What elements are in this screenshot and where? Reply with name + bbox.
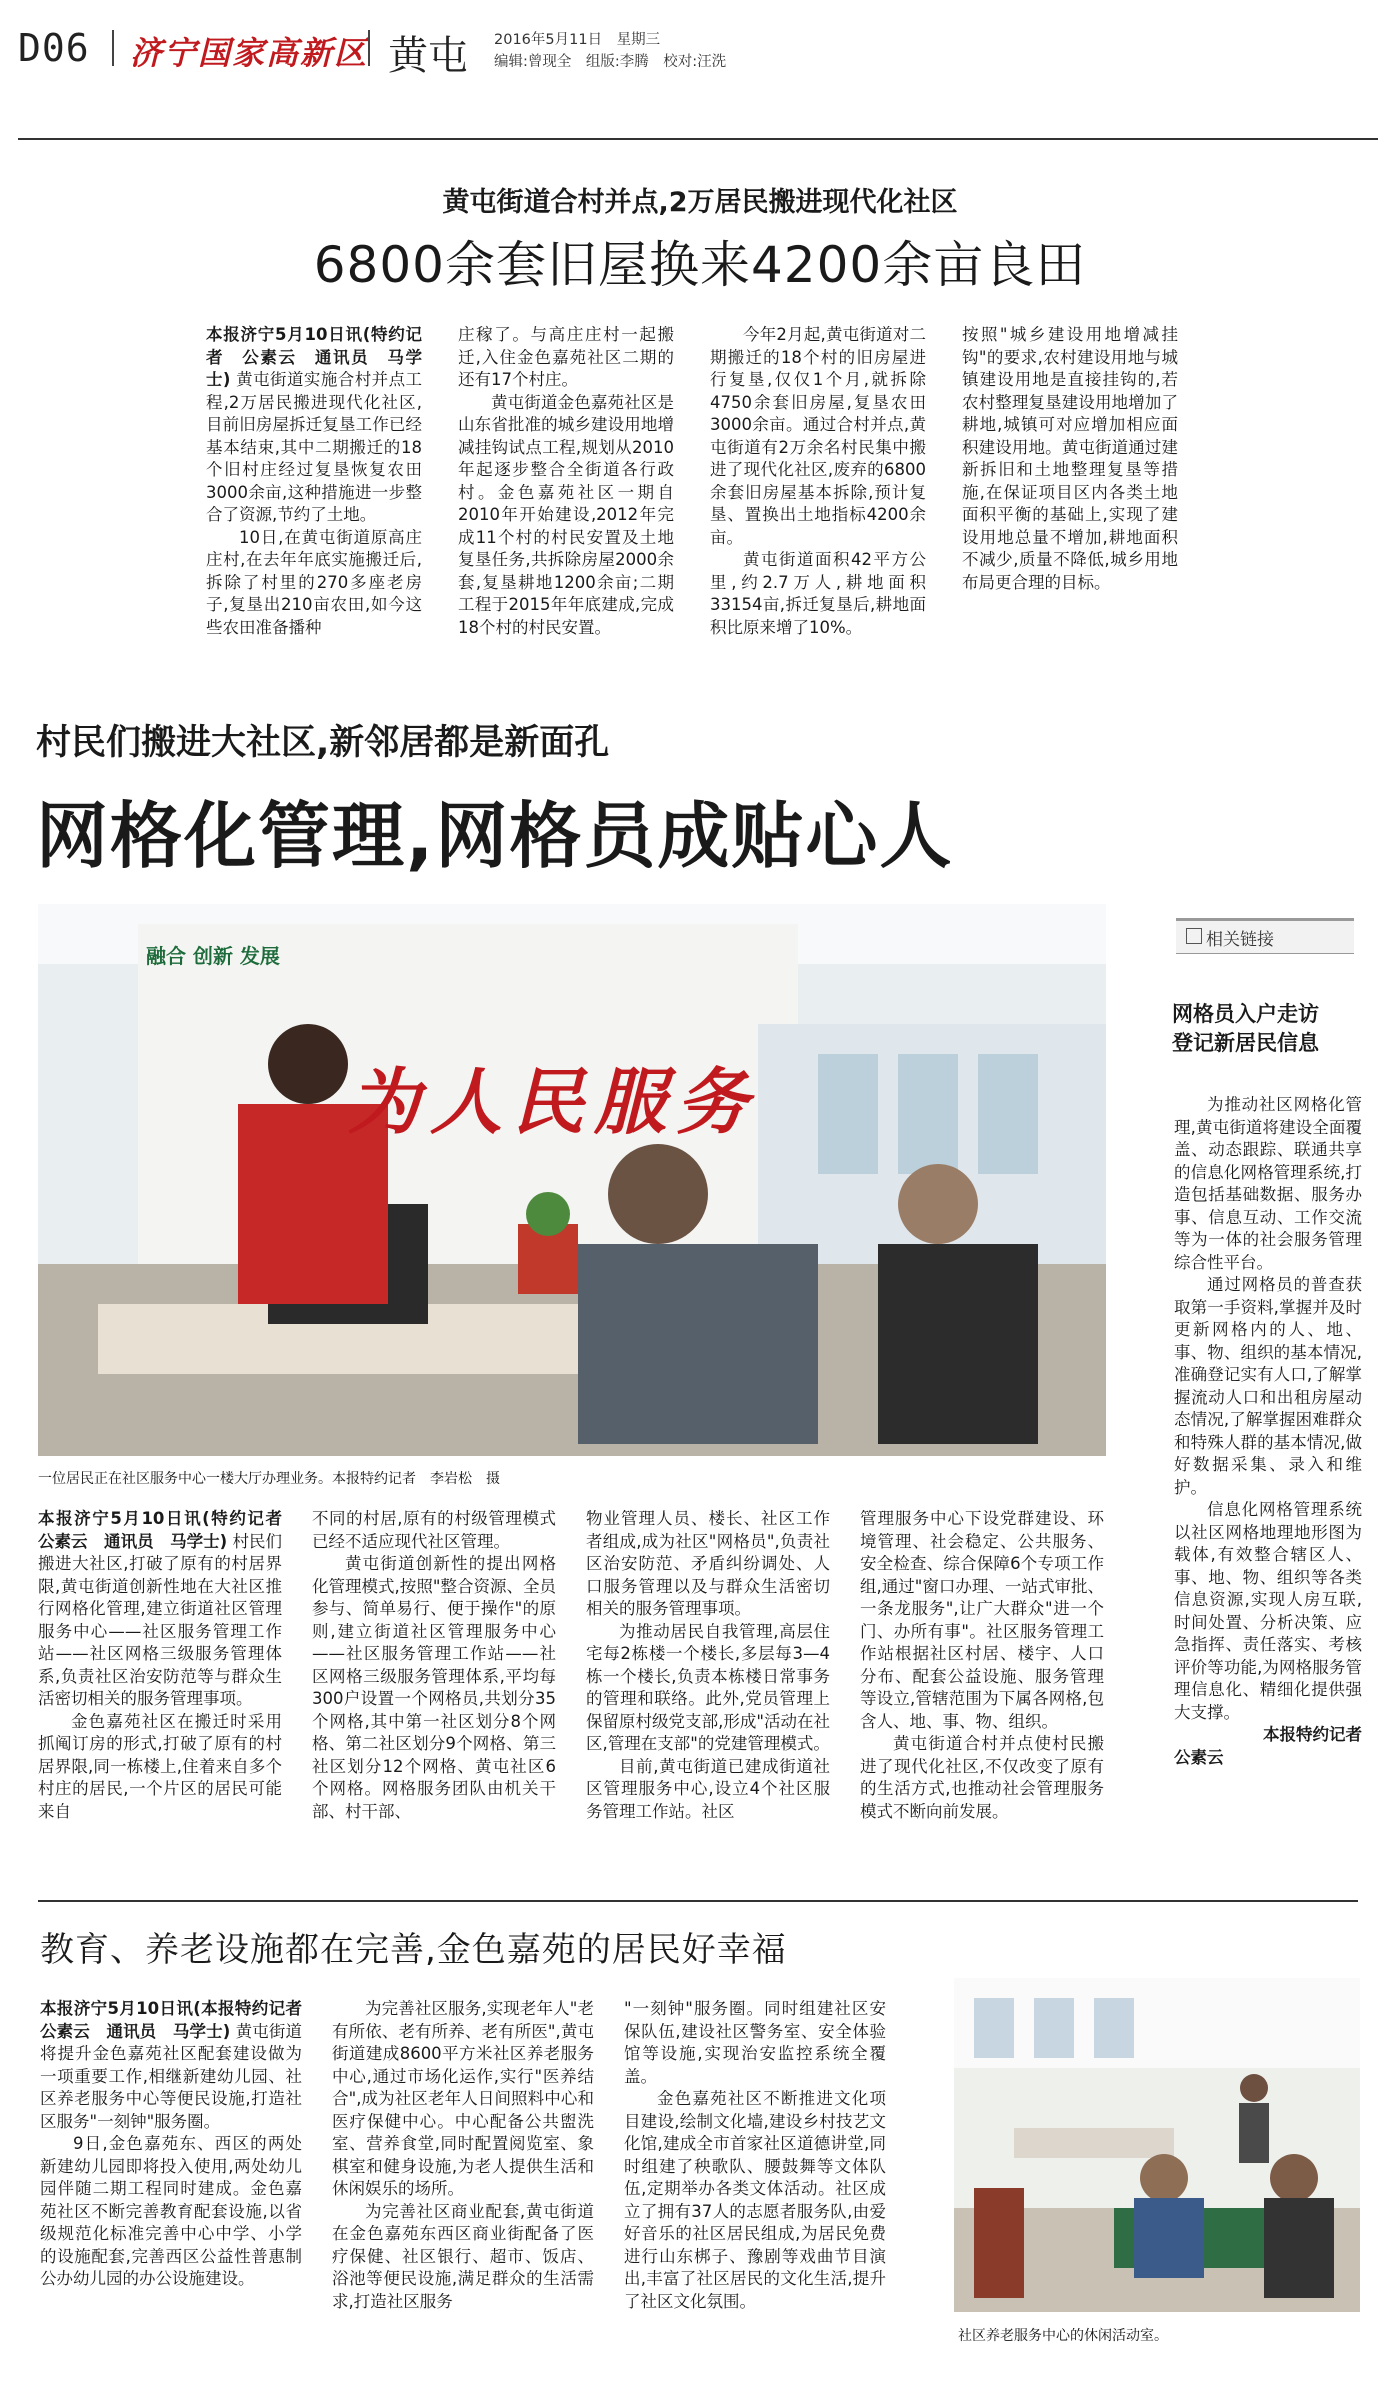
sidebar-body: [1174, 1094, 1362, 1769]
paragraph: "一刻钟"服务圈。同时组建社区安保队伍,建设社区警务室、安全体验馆等设施,实现治安监控系统全覆盖。: [624, 1999, 886, 2086]
photo-wall-sign: 融合 创新 发展: [146, 944, 280, 968]
staff-line: 编辑:曾现全 组版:李腾 校对:汪洗: [494, 54, 727, 70]
paragraph: 庄稼了。与高庄庄村一起搬迁,入住金色嘉苑社区二期的还有17个村庄。: [458, 325, 674, 389]
sidebar-title: [1172, 1000, 1319, 1058]
story1-column-3: [710, 324, 926, 639]
story1-column-1: [206, 324, 422, 639]
page-number: D06: [18, 26, 90, 70]
paragraph: 金色嘉苑社区在搬迁时采用抓阄订房的形式,打破了原有的村居界限,同一栋楼上,住着来自多个村庄的居民,一个片区的居民可能来自: [38, 1711, 282, 1821]
story2-column-1: [38, 1508, 299, 1823]
paragraph: 管理服务中心下设党群建设、环境管理、社会稳定、公共服务、安全检查、综合保障6个专项工作组,通过"窗口办理、一站式审批、一条龙服务",让广大群众"进一个门、办所有事"。社区服务管理工作站根据社区村居、楼宇、人口分布、配套公益设施、服务管理等设立,管辖范围为下属各网格,包含人、地、事、物、组织。: [860, 1509, 1104, 1731]
paragraph: 黄屯街道创新性的提出网格化管理模式,按照"整合资源、全员参与、简单易行、便于操作"的原则,建立街道社区管理服务中心——社区服务管理工作站——社区网格三级服务管理体系,平均每300户设置一个网格员,共划分35个网格,其中第一社区划分8个网格、第二社区划分9个网格、第三社区划分12个网格、黄屯社区6个网格。网格服务团队由机关干部、村干部、: [312, 1554, 556, 1821]
byline: 本报济宁5月10日讯(特约记者 公素云 通讯员 马学士): [38, 1509, 299, 1551]
story1-column-2: [458, 324, 674, 639]
activity-photo-caption: 社区养老服务中心的休闲活动室。: [958, 2328, 1168, 2344]
paragraph: 物业管理人员、楼长、社区工作者组成,成为社区"网格员",负责社区治安防范、矛盾纠纷调处、人口服务管理以及与群众生活密切相关的服务管理事项。: [586, 1509, 830, 1618]
service-hall-photo: [38, 904, 1106, 1456]
activity-room-photo-illustration: [954, 1978, 1360, 2312]
paragraph: 为完善社区服务,实现老年人"老有所依、老有所养、老有所医",黄屯街道建成8600平方米社区养老服务中心,通过市场化运作,实行"医养结合",成为社区老年人日间照料中心和医疗保健中心。中心配备公共盥洗室、营养食堂,同时配置阅览室、象棋室和健身设施,为老人提供生活和休闲娱乐的场所。: [332, 1999, 594, 2198]
related-links-box: [1176, 918, 1354, 954]
paragraph: 9日,金色嘉苑东、西区的两处新建幼儿园即将投入使用,两处幼儿园伴随二期工程同时建成。金色嘉苑社区不断完善教育配套设施,以省级规范化标准完善中心中学、小学的设施配套,完善西区公益性普惠制公办幼儿园的办公设施建设。: [40, 2134, 302, 2288]
byline: 本报济宁5月10日讯(本报特约记者 公素云 通讯员 马学士): [40, 1999, 319, 2041]
link-icon: [1186, 928, 1202, 944]
story2-column-2: [312, 1508, 556, 1823]
paragraph: 信息化网格管理系统以社区网格地理地形图为载体,有效整合辖区人、事、地、物、组织等各类信息资源,实现人房互联,时间处置、分析决策、应急指挥、责任落实、考核评价等功能,为网格服务管理信息化、精细化提供强大支撑。: [1174, 1500, 1362, 1722]
story3-headline: 教育、养老设施都在完善,金色嘉苑的居民好幸福: [40, 1930, 787, 1970]
paragraph: 为推动居民自我管理,高层住宅每2栋楼一个楼长,多层每3—4栋一个楼长,负责本栋楼日常事务的管理和联络。此外,党员管理上保留原村级党支部,形成"活动在社区,管理在支部"的党建管理模式。: [586, 1621, 830, 1753]
paragraph: 不同的村居,原有的村级管理模式已经不适应现代社区管理。: [312, 1509, 556, 1551]
date-line: 2016年5月11日 星期三: [494, 32, 661, 48]
section-title: 黄屯: [388, 33, 468, 79]
photo-wall-slogan: 为人民服务: [348, 1059, 759, 1144]
paragraph: 今年2月起,黄屯街道对二期搬迁的18个村的旧房屋进行复垦,仅仅1个月,就拆除4750余套旧房屋,复垦农田3000余亩。通过合村并点,黄屯街道有2万余名村民集中搬进了现代化社区,废弃的6800余套旧房屋基本拆除,预计复垦、置换出土地指标4200余亩。: [710, 325, 926, 547]
header-divider: [368, 30, 370, 66]
paragraph: 黄屯街道金色嘉苑社区是山东省批准的城乡建设用地增减挂钩试点工程,规划从2010年起逐步整合全街道各行政村。金色嘉苑社区一期自2010年开始建设,2012年完成11个村的村民安置及土地复垦任务,共拆除房屋2000余套,复垦耕地1200余亩;二期工程于2015年年底建成,完成18个村的村民安置。: [458, 392, 674, 637]
paragraph: 通过网格员的普查获取第一手资料,掌握并及时更新网格内的人、地、事、物、组织的基本情况,准确登记实有人口,了解掌握流动人口和出租房屋动态情况,了解掌握困难群众和特殊人群的基本情况,做好数据采集、录入和维护。: [1174, 1275, 1362, 1497]
header-divider: [112, 30, 114, 66]
paragraph: 为完善社区商业配套,黄屯街道在金色嘉苑东西区商业街配备了医疗保健、社区银行、超市、饭店、浴池等便民设施,满足群众的生活需求,打造社区服务: [332, 2201, 594, 2311]
paragraph: 村民们搬进大社区,打破了原有的村居界限,黄屯街道创新性地在大社区推行网格化管理,建立街道社区管理服务中心——社区服务管理工作站——社区网格三级服务管理体系,负责社区治安防范等与群众生活密切相关的服务管理事项。: [38, 1531, 282, 1708]
sidebar-signoff: 本报特约记者: [1263, 1725, 1362, 1744]
story3-rule: [38, 1900, 1358, 1902]
story1-headline: 6800余套旧屋换来4200余亩良田: [313, 236, 1087, 294]
story2-kicker: 村民们搬进大社区,新邻居都是新面孔: [36, 723, 610, 763]
paragraph: 黄屯街道合村并点使村民搬进了现代化社区,不仅改变了原有的生活方式,也推动社会管理服务模式不断向前发展。: [860, 1734, 1104, 1821]
photo-caption: 一位居民正在社区服务中心一楼大厅办理业务。本报特约记者 李岩松 摄: [38, 1471, 500, 1487]
related-links-label: 相关链接: [1206, 930, 1274, 950]
paragraph: 黄屯街道将提升金色嘉苑社区配套建设做为一项重要工作,相继新建幼儿园、社区养老服务中心等便民设施,打造社区服务"一刻钟"服务圈。: [40, 2021, 302, 2131]
story1-kicker: 黄屯街道合村并点,2万居民搬进现代化社区: [442, 187, 958, 218]
paragraph: 金色嘉苑社区不断推进文化项目建设,绘制文化墙,建设乡村技艺文化馆,建成全市首家社区道德讲堂,同时组建了秧歌队、腰鼓舞等文体队伍,定期举办各类文体活动。社区成立了拥有37人的志愿者服务队,由爱好音乐的社区居民组成,为居民免费进行山东梆子、豫剧等戏曲节目演出,丰富了社区居民的文化生活,提升了社区文化氛围。: [624, 2089, 886, 2311]
story2-column-4: [860, 1508, 1104, 1823]
byline: 本报济宁5月10日讯(特约记者 公素云 通讯员 马学士): [206, 325, 422, 389]
story3-column-1: [40, 1998, 319, 2291]
paragraph: 为推动社区网格化管理,黄屯街道将建设全面覆盖、动态跟踪、联通共享的信息化网格管理系统,打造包括基础数据、服务办事、信息互动、工作交流等为一体的社会服务管理综合性平台。: [1174, 1095, 1362, 1272]
paragraph: 10日,在黄屯街道原高庄庄村,在去年年底实施搬迁后,拆除了村里的270多座老房子,复垦出210亩农田,如今这些农田准备播种: [206, 527, 422, 637]
sidebar-title-line: 网格员入户走访: [1172, 1002, 1319, 1026]
masthead-rule: [18, 138, 1378, 140]
story3-column-3: [624, 1998, 886, 2313]
sidebar-title-line: 登记新居民信息: [1172, 1031, 1319, 1055]
paragraph: 目前,黄屯街道已建成街道社区管理服务中心,设立4个社区服务管理工作站。社区: [586, 1756, 830, 1821]
activity-room-photo: [954, 1978, 1360, 2312]
brand-logo: 济宁国家高新区: [130, 34, 369, 72]
sidebar-signoff-name: 公素云: [1174, 1747, 1224, 1767]
paragraph: 按照"城乡建设用地增减挂钩"的要求,农村建设用地与城镇建设用地是直接挂钩的,若农村整理复垦建设用地增加了耕地,城镇可对应增加相应面积建设用地。黄屯街道通过建新拆旧和土地整理复垦等措施,在保证项目区内各类土地面积平衡的基础上,实现了建设用地总量不增加,耕地面积不减少,质量不降低,城乡用地布局更合理的目标。: [962, 325, 1178, 592]
story1-column-4: [962, 324, 1178, 594]
paragraph: 黄屯街道面积42平方公里,约2.7万人,耕地面积33154亩,拆迁复垦后,耕地面积比原来增了10%。: [710, 550, 926, 637]
story2-column-3: [586, 1508, 830, 1823]
story3-column-2: [332, 1998, 594, 2313]
service-hall-photo-illustration: [38, 904, 1106, 1456]
paragraph: 黄屯街道实施合村并点工程,2万居民搬进现代化社区,目前旧房屋拆迁复垦工作已经基本结束,其中二期搬迁的18个旧村庄经过复垦恢复农田3000余亩,这种措施进一步整合了资源,节约了土地。: [206, 370, 423, 524]
story2-headline: 网格化管理,网格员成贴心人: [36, 794, 954, 878]
